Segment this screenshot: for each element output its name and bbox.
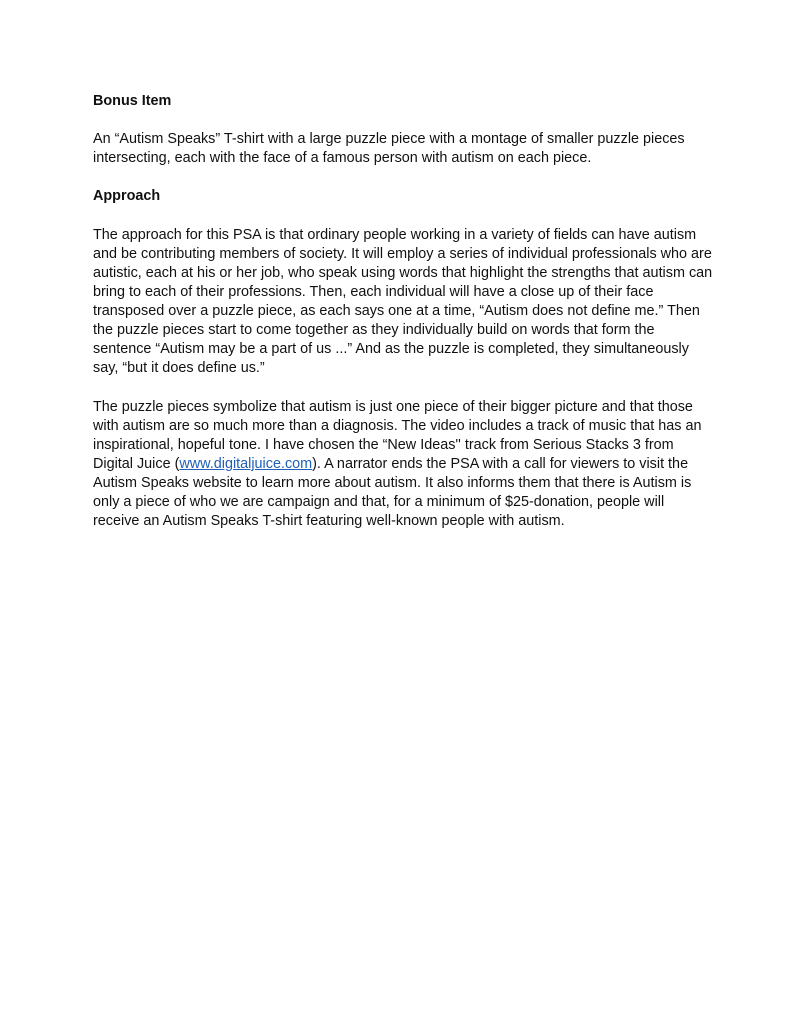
bonus-item-heading: Bonus Item (93, 93, 172, 109)
spacer (93, 168, 713, 187)
spacer (93, 207, 713, 226)
approach-heading: Approach (93, 188, 161, 205)
spacer (93, 111, 713, 130)
paragraph-text-after-link: ). A narrator ends the PSA with a call for viewers to visit the Autism Speaks website to learn more about autism. It also informs them that there is Autism is only a piece of who we are campaign and that, for a minimum of $25-donation, people will receive an Autism Speaks T-shirt featuring well-known people with autism. (93, 455, 692, 530)
document-page (93, 92, 713, 531)
approach-paragraph-1: The approach for this PSA is that ordinary people working in a variety of fields can have autism and be contributing members of society. It will employ a series of individual professionals who are autistic, each at his or her job, who speak using words that highlight the strengths that autism can bring to each of their professions. Then, each individual will have a close up of their face transposed over a puzzle piece, as each says one at a time, “Autism does not define me.” Then the puzzle pieces start to come together as they individually build on words that form the sentence “Autism may be a part of us ...” And as the puzzle is completed, they simultaneously say, “but it does define us.” (93, 226, 713, 377)
spacer (93, 378, 713, 397)
bonus-item-paragraph: An “Autism Speaks” T-shirt with a large puzzle piece with a montage of smaller puzzle pieces intersecting, each with the face of a famous person with autism on each piece. (93, 131, 685, 167)
paragraph-text-before-link: The puzzle pieces symbolize that autism is just one piece of their bigger picture and that those with autism are so much more than a diagnosis. The video includes a track of music that has an inspirational, hopeful tone. I have chosen the “New Ideas'' track from Serious Stacks 3 from Digital Juice ( (93, 398, 702, 472)
approach-paragraph-2 (93, 398, 713, 532)
digitaljuice-link[interactable]: www.digitaljuice.com (179, 455, 313, 472)
